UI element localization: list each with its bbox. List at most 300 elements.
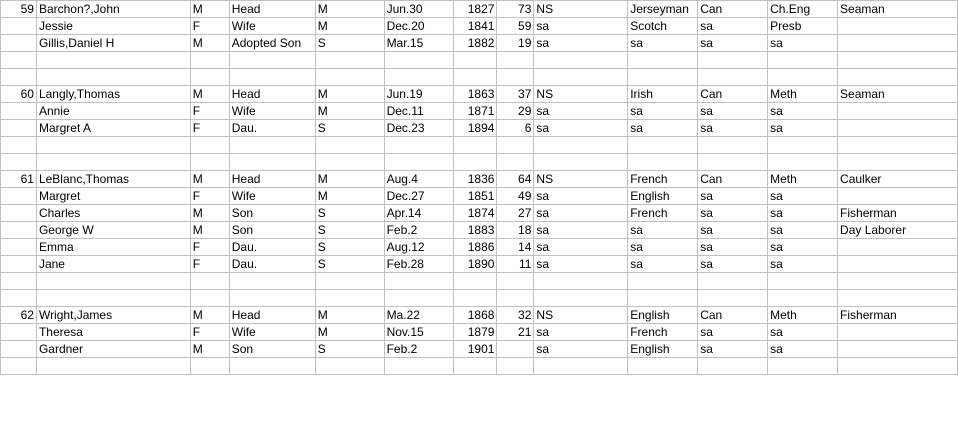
cell-sex[interactable] (190, 290, 229, 307)
cell-marital-status[interactable]: S (315, 35, 384, 52)
cell-origin[interactable] (628, 154, 698, 171)
table-row (1, 52, 958, 69)
cell-marital-status[interactable]: M (315, 307, 384, 324)
cell-household-number[interactable] (1, 205, 37, 222)
cell-age[interactable]: 49 (497, 188, 534, 205)
cell-age[interactable]: 37 (497, 86, 534, 103)
cell-birthplace[interactable]: NS (534, 171, 628, 188)
cell-relation[interactable]: Son (229, 205, 315, 222)
cell-occupation[interactable] (838, 69, 958, 86)
cell-household-number[interactable] (1, 154, 37, 171)
cell-nationality[interactable]: Can (698, 1, 768, 18)
cell-birth-year[interactable]: 1851 (454, 188, 497, 205)
cell-occupation[interactable]: Fisherman (838, 205, 958, 222)
cell-religion[interactable]: sa (768, 222, 838, 239)
cell-birth-date[interactable] (384, 52, 454, 69)
table-row (1, 18, 958, 35)
cell-birth-date[interactable]: Jun.30 (384, 1, 454, 18)
cell-occupation[interactable] (838, 103, 958, 120)
cell-birth-year[interactable]: 1863 (454, 86, 497, 103)
cell-relation[interactable]: Head (229, 307, 315, 324)
cell-name[interactable]: Wright,James (36, 307, 190, 324)
cell-marital-status[interactable]: S (315, 239, 384, 256)
cell-religion[interactable]: Meth (768, 307, 838, 324)
cell-nationality[interactable]: sa (698, 341, 768, 358)
cell-origin[interactable]: sa (628, 103, 698, 120)
cell-marital-status[interactable]: S (315, 205, 384, 222)
cell-nationality[interactable]: sa (698, 256, 768, 273)
cell-birth-year[interactable]: 1894 (454, 120, 497, 137)
cell-birth-date[interactable] (384, 290, 454, 307)
cell-birth-year[interactable] (454, 52, 497, 69)
cell-name[interactable] (36, 154, 190, 171)
cell-birth-date[interactable] (384, 137, 454, 154)
cell-marital-status[interactable]: M (315, 324, 384, 341)
cell-sex[interactable]: M (190, 205, 229, 222)
cell-relation[interactable]: Adopted Son (229, 35, 315, 52)
cell-marital-status[interactable] (315, 273, 384, 290)
cell-birth-year[interactable]: 1883 (454, 222, 497, 239)
cell-sex[interactable]: M (190, 171, 229, 188)
cell-marital-status[interactable]: S (315, 256, 384, 273)
cell-age[interactable] (497, 273, 534, 290)
cell-birthplace[interactable]: sa (534, 120, 628, 137)
cell-birthplace[interactable]: sa (534, 324, 628, 341)
cell-nationality[interactable]: sa (698, 35, 768, 52)
cell-household-number[interactable] (1, 137, 37, 154)
cell-birthplace[interactable] (534, 358, 628, 375)
cell-marital-status[interactable] (315, 52, 384, 69)
cell-nationality[interactable]: Can (698, 171, 768, 188)
cell-sex[interactable]: M (190, 35, 229, 52)
cell-name[interactable]: Margret (36, 188, 190, 205)
cell-birth-year[interactable]: 1836 (454, 171, 497, 188)
cell-nationality[interactable]: sa (698, 18, 768, 35)
cell-age[interactable]: 19 (497, 35, 534, 52)
cell-birthplace[interactable]: sa (534, 239, 628, 256)
cell-birth-date[interactable]: Ma.22 (384, 307, 454, 324)
cell-household-number[interactable] (1, 222, 37, 239)
cell-religion[interactable] (768, 154, 838, 171)
cell-birthplace[interactable]: sa (534, 35, 628, 52)
cell-origin[interactable]: English (628, 307, 698, 324)
cell-religion[interactable]: Ch.Eng (768, 1, 838, 18)
cell-name[interactable] (36, 137, 190, 154)
cell-birth-date[interactable] (384, 154, 454, 171)
cell-occupation[interactable]: Day Laborer (838, 222, 958, 239)
cell-marital-status[interactable] (315, 358, 384, 375)
cell-birth-year[interactable]: 1890 (454, 256, 497, 273)
cell-age[interactable]: 32 (497, 307, 534, 324)
cell-marital-status[interactable] (315, 290, 384, 307)
cell-occupation[interactable] (838, 120, 958, 137)
cell-origin[interactable]: Scotch (628, 18, 698, 35)
cell-birth-year[interactable] (454, 154, 497, 171)
cell-birthplace[interactable] (534, 137, 628, 154)
cell-name[interactable]: George W (36, 222, 190, 239)
cell-birthplace[interactable]: sa (534, 188, 628, 205)
cell-occupation[interactable] (838, 273, 958, 290)
cell-sex[interactable]: M (190, 307, 229, 324)
cell-name[interactable]: Margret A (36, 120, 190, 137)
cell-occupation[interactable] (838, 290, 958, 307)
cell-birthplace[interactable] (534, 154, 628, 171)
cell-sex[interactable]: M (190, 341, 229, 358)
cell-religion[interactable]: sa (768, 188, 838, 205)
cell-age[interactable]: 29 (497, 103, 534, 120)
cell-sex[interactable]: F (190, 239, 229, 256)
cell-religion[interactable]: Presb (768, 18, 838, 35)
cell-age[interactable] (497, 341, 534, 358)
cell-relation[interactable]: Son (229, 341, 315, 358)
cell-name[interactable]: Charles (36, 205, 190, 222)
cell-name[interactable]: Gardner (36, 341, 190, 358)
cell-religion[interactable] (768, 290, 838, 307)
table-row (1, 188, 958, 205)
cell-name[interactable]: Barchon?,John (36, 1, 190, 18)
cell-origin[interactable]: sa (628, 256, 698, 273)
cell-birthplace[interactable]: NS (534, 307, 628, 324)
cell-origin[interactable]: sa (628, 35, 698, 52)
cell-religion[interactable]: sa (768, 256, 838, 273)
cell-birth-date[interactable]: Dec.20 (384, 18, 454, 35)
cell-birth-year[interactable]: 1868 (454, 307, 497, 324)
cell-nationality[interactable]: sa (698, 239, 768, 256)
cell-marital-status[interactable]: S (315, 120, 384, 137)
cell-birth-date[interactable]: Jun.19 (384, 86, 454, 103)
cell-occupation[interactable] (838, 324, 958, 341)
cell-name[interactable]: Annie (36, 103, 190, 120)
cell-sex[interactable]: F (190, 256, 229, 273)
cell-religion[interactable]: sa (768, 120, 838, 137)
cell-name[interactable]: Jane (36, 256, 190, 273)
cell-household-number[interactable] (1, 52, 37, 69)
table-row (1, 137, 958, 154)
cell-relation[interactable]: Dau. (229, 256, 315, 273)
cell-birthplace[interactable]: sa (534, 103, 628, 120)
cell-origin[interactable]: sa (628, 120, 698, 137)
cell-religion[interactable]: sa (768, 341, 838, 358)
cell-nationality[interactable]: sa (698, 324, 768, 341)
cell-household-number[interactable] (1, 324, 37, 341)
cell-birthplace[interactable] (534, 290, 628, 307)
cell-household-number[interactable] (1, 18, 37, 35)
cell-religion[interactable] (768, 358, 838, 375)
cell-birth-year[interactable] (454, 358, 497, 375)
cell-origin[interactable]: French (628, 171, 698, 188)
cell-nationality[interactable] (698, 154, 768, 171)
cell-relation[interactable] (229, 69, 315, 86)
cell-sex[interactable] (190, 273, 229, 290)
cell-religion[interactable]: Meth (768, 171, 838, 188)
cell-sex[interactable] (190, 69, 229, 86)
cell-relation[interactable]: Dau. (229, 120, 315, 137)
cell-nationality[interactable] (698, 273, 768, 290)
table-row (1, 358, 958, 375)
cell-household-number[interactable] (1, 273, 37, 290)
cell-age[interactable] (497, 69, 534, 86)
cell-relation[interactable] (229, 290, 315, 307)
cell-age[interactable] (497, 290, 534, 307)
cell-birthplace[interactable] (534, 69, 628, 86)
cell-nationality[interactable]: sa (698, 188, 768, 205)
cell-sex[interactable] (190, 137, 229, 154)
cell-origin[interactable] (628, 273, 698, 290)
cell-occupation[interactable]: Caulker (838, 171, 958, 188)
cell-occupation[interactable] (838, 341, 958, 358)
cell-relation[interactable] (229, 358, 315, 375)
cell-age[interactable]: 59 (497, 18, 534, 35)
cell-marital-status[interactable]: S (315, 341, 384, 358)
cell-age[interactable]: 18 (497, 222, 534, 239)
cell-sex[interactable]: F (190, 324, 229, 341)
cell-relation[interactable]: Wife (229, 188, 315, 205)
cell-household-number[interactable] (1, 188, 37, 205)
cell-name[interactable]: Gillis,Daniel H (36, 35, 190, 52)
cell-age[interactable]: 11 (497, 256, 534, 273)
cell-occupation[interactable]: Seaman (838, 86, 958, 103)
cell-occupation[interactable] (838, 137, 958, 154)
cell-marital-status[interactable]: M (315, 18, 384, 35)
table-row (1, 222, 958, 239)
cell-sex[interactable] (190, 52, 229, 69)
cell-birth-year[interactable] (454, 290, 497, 307)
cell-household-number[interactable]: 60 (1, 86, 37, 103)
cell-religion[interactable]: sa (768, 205, 838, 222)
table-row (1, 1, 958, 18)
cell-relation[interactable] (229, 137, 315, 154)
cell-household-number[interactable]: 61 (1, 171, 37, 188)
cell-sex[interactable]: F (190, 188, 229, 205)
cell-relation[interactable] (229, 52, 315, 69)
cell-birth-date[interactable]: Dec.23 (384, 120, 454, 137)
cell-name[interactable] (36, 69, 190, 86)
cell-marital-status[interactable]: S (315, 222, 384, 239)
cell-occupation[interactable] (838, 256, 958, 273)
cell-name[interactable] (36, 290, 190, 307)
cell-birthplace[interactable]: sa (534, 18, 628, 35)
table-row (1, 35, 958, 52)
cell-nationality[interactable]: Can (698, 307, 768, 324)
cell-age[interactable]: 21 (497, 324, 534, 341)
cell-religion[interactable] (768, 273, 838, 290)
cell-name[interactable]: Emma (36, 239, 190, 256)
cell-sex[interactable]: F (190, 120, 229, 137)
cell-sex[interactable]: M (190, 1, 229, 18)
cell-age[interactable] (497, 358, 534, 375)
cell-age[interactable]: 27 (497, 205, 534, 222)
cell-sex[interactable]: F (190, 18, 229, 35)
cell-age[interactable]: 64 (497, 171, 534, 188)
cell-birth-date[interactable]: Feb.2 (384, 222, 454, 239)
cell-birth-date[interactable]: Dec.11 (384, 103, 454, 120)
cell-sex[interactable]: F (190, 103, 229, 120)
cell-sex[interactable]: M (190, 222, 229, 239)
cell-household-number[interactable] (1, 69, 37, 86)
cell-birth-date[interactable]: Dec.27 (384, 188, 454, 205)
cell-origin[interactable]: English (628, 341, 698, 358)
cell-birth-year[interactable]: 1901 (454, 341, 497, 358)
cell-sex[interactable] (190, 358, 229, 375)
cell-origin[interactable] (628, 52, 698, 69)
cell-nationality[interactable]: Can (698, 86, 768, 103)
cell-age[interactable]: 6 (497, 120, 534, 137)
cell-religion[interactable] (768, 137, 838, 154)
cell-nationality[interactable]: sa (698, 205, 768, 222)
cell-origin[interactable]: sa (628, 239, 698, 256)
cell-marital-status[interactable]: M (315, 188, 384, 205)
cell-age[interactable] (497, 137, 534, 154)
cell-nationality[interactable] (698, 290, 768, 307)
cell-birth-date[interactable]: Feb.28 (384, 256, 454, 273)
cell-birth-year[interactable]: 1827 (454, 1, 497, 18)
cell-relation[interactable]: Son (229, 222, 315, 239)
cell-occupation[interactable] (838, 35, 958, 52)
cell-relation[interactable]: Head (229, 86, 315, 103)
cell-marital-status[interactable] (315, 154, 384, 171)
cell-household-number[interactable] (1, 256, 37, 273)
cell-religion[interactable]: sa (768, 103, 838, 120)
cell-birth-year[interactable]: 1841 (454, 18, 497, 35)
cell-name[interactable]: LeBlanc,Thomas (36, 171, 190, 188)
cell-relation[interactable] (229, 154, 315, 171)
cell-household-number[interactable]: 62 (1, 307, 37, 324)
cell-birth-year[interactable] (454, 69, 497, 86)
cell-nationality[interactable]: sa (698, 222, 768, 239)
cell-name[interactable]: Jessie (36, 18, 190, 35)
cell-household-number[interactable] (1, 103, 37, 120)
cell-household-number[interactable] (1, 35, 37, 52)
cell-nationality[interactable]: sa (698, 103, 768, 120)
cell-birth-date[interactable] (384, 69, 454, 86)
cell-relation[interactable]: Head (229, 1, 315, 18)
cell-occupation[interactable] (838, 52, 958, 69)
cell-relation[interactable]: Wife (229, 18, 315, 35)
cell-age[interactable] (497, 52, 534, 69)
cell-birthplace[interactable]: sa (534, 205, 628, 222)
cell-birth-year[interactable]: 1879 (454, 324, 497, 341)
cell-birth-year[interactable] (454, 137, 497, 154)
cell-birthplace[interactable]: sa (534, 256, 628, 273)
cell-birthplace[interactable]: NS (534, 1, 628, 18)
cell-religion[interactable]: sa (768, 324, 838, 341)
cell-religion[interactable] (768, 52, 838, 69)
cell-birth-year[interactable]: 1874 (454, 205, 497, 222)
cell-household-number[interactable] (1, 341, 37, 358)
cell-nationality[interactable]: sa (698, 120, 768, 137)
table-row (1, 154, 958, 171)
cell-marital-status[interactable]: M (315, 171, 384, 188)
cell-occupation[interactable] (838, 239, 958, 256)
cell-name[interactable] (36, 273, 190, 290)
cell-birth-date[interactable] (384, 358, 454, 375)
cell-household-number[interactable] (1, 120, 37, 137)
table-row (1, 324, 958, 341)
cell-nationality[interactable] (698, 69, 768, 86)
cell-household-number[interactable]: 59 (1, 1, 37, 18)
cell-birth-date[interactable]: Aug.4 (384, 171, 454, 188)
cell-name[interactable] (36, 52, 190, 69)
table-row (1, 103, 958, 120)
table-row (1, 69, 958, 86)
cell-occupation[interactable] (838, 154, 958, 171)
cell-marital-status[interactable]: M (315, 1, 384, 18)
cell-age[interactable]: 73 (497, 1, 534, 18)
cell-birth-date[interactable]: Nov.15 (384, 324, 454, 341)
cell-marital-status[interactable] (315, 69, 384, 86)
cell-birth-year[interactable]: 1882 (454, 35, 497, 52)
cell-name[interactable]: Theresa (36, 324, 190, 341)
cell-household-number[interactable] (1, 239, 37, 256)
cell-birthplace[interactable]: sa (534, 222, 628, 239)
cell-origin[interactable] (628, 358, 698, 375)
cell-origin[interactable]: sa (628, 222, 698, 239)
cell-occupation[interactable]: Seaman (838, 1, 958, 18)
cell-household-number[interactable] (1, 290, 37, 307)
cell-age[interactable]: 14 (497, 239, 534, 256)
cell-origin[interactable]: French (628, 324, 698, 341)
cell-sex[interactable]: M (190, 86, 229, 103)
cell-occupation[interactable]: Fisherman (838, 307, 958, 324)
cell-nationality[interactable] (698, 52, 768, 69)
cell-sex[interactable] (190, 154, 229, 171)
cell-household-number[interactable] (1, 358, 37, 375)
cell-marital-status[interactable] (315, 137, 384, 154)
cell-relation[interactable]: Dau. (229, 239, 315, 256)
table-row (1, 205, 958, 222)
cell-birth-date[interactable]: Mar.15 (384, 35, 454, 52)
cell-religion[interactable]: sa (768, 35, 838, 52)
cell-birth-year[interactable]: 1871 (454, 103, 497, 120)
cell-religion[interactable]: sa (768, 239, 838, 256)
table-row (1, 239, 958, 256)
cell-relation[interactable] (229, 273, 315, 290)
cell-nationality[interactable] (698, 137, 768, 154)
cell-religion[interactable] (768, 69, 838, 86)
cell-relation[interactable]: Wife (229, 103, 315, 120)
cell-age[interactable] (497, 154, 534, 171)
cell-birthplace[interactable] (534, 273, 628, 290)
cell-birth-date[interactable]: Aug.12 (384, 239, 454, 256)
cell-occupation[interactable] (838, 18, 958, 35)
cell-name[interactable] (36, 358, 190, 375)
cell-religion[interactable]: Meth (768, 86, 838, 103)
cell-birthplace[interactable]: NS (534, 86, 628, 103)
cell-marital-status[interactable]: M (315, 86, 384, 103)
cell-relation[interactable]: Head (229, 171, 315, 188)
cell-name[interactable]: Langly,Thomas (36, 86, 190, 103)
cell-occupation[interactable] (838, 188, 958, 205)
cell-birth-year[interactable]: 1886 (454, 239, 497, 256)
cell-occupation[interactable] (838, 358, 958, 375)
cell-birthplace[interactable]: sa (534, 341, 628, 358)
cell-origin[interactable]: Irish (628, 86, 698, 103)
cell-birthplace[interactable] (534, 52, 628, 69)
cell-birth-year[interactable] (454, 273, 497, 290)
cell-origin[interactable] (628, 290, 698, 307)
cell-birth-date[interactable] (384, 273, 454, 290)
cell-relation[interactable]: Wife (229, 324, 315, 341)
cell-origin[interactable] (628, 69, 698, 86)
cell-origin[interactable] (628, 137, 698, 154)
cell-birth-date[interactable]: Feb.2 (384, 341, 454, 358)
cell-origin[interactable]: Jerseyman (628, 1, 698, 18)
cell-nationality[interactable] (698, 358, 768, 375)
cell-birth-date[interactable]: Apr.14 (384, 205, 454, 222)
cell-origin[interactable]: French (628, 205, 698, 222)
cell-marital-status[interactable]: M (315, 103, 384, 120)
cell-origin[interactable]: English (628, 188, 698, 205)
